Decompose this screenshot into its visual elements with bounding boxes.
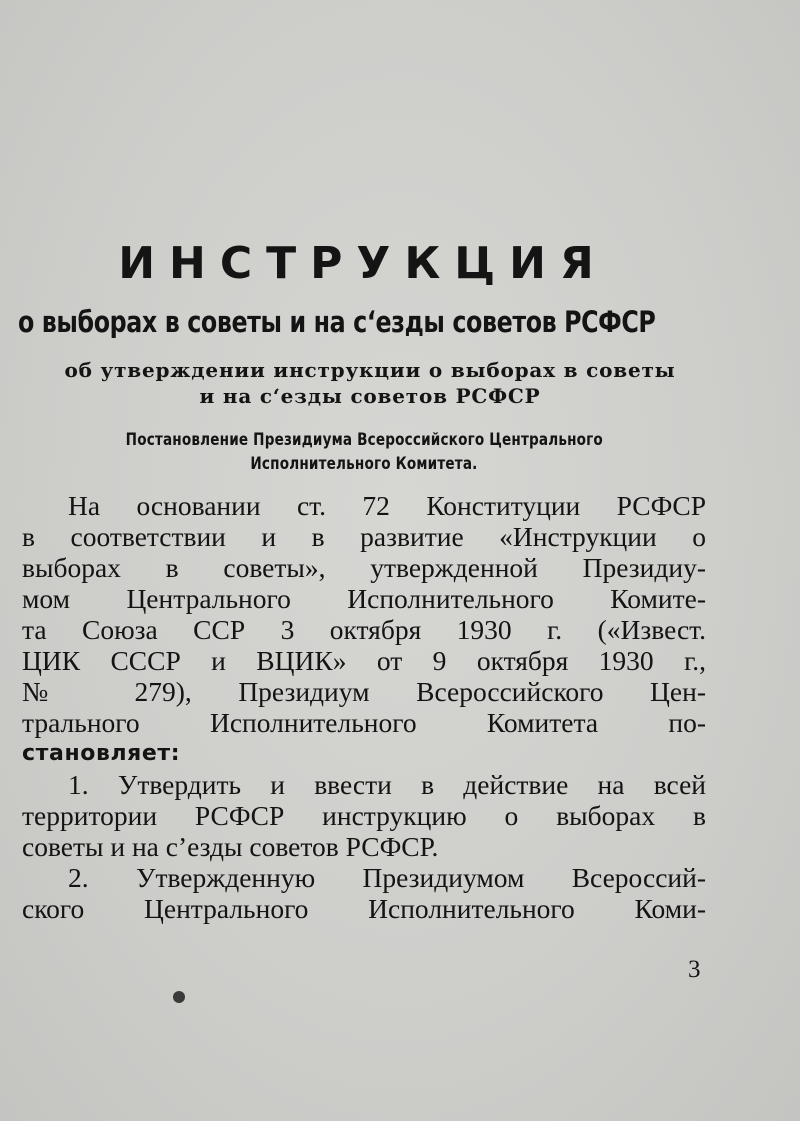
paragraph-2-line: ского Центрального Исполнительного Коми- [22, 893, 706, 924]
resolution-line-2: и на с‘езды советов РСФСР [199, 384, 541, 408]
body-line: в соответствии и в развитие «Инструкции о [22, 521, 706, 552]
decree-line-1: Постановление Президиума Всероссийского Центрального [125, 430, 603, 450]
body-bold-line: становляет: [22, 741, 181, 766]
body-line: мом Центрального Исполнительного Комите- [22, 583, 706, 614]
document-subtitle: о выборах в советы и на с‘езды советов РСФСР [18, 305, 656, 339]
body-line: На основании ст. 72 Конституции РСФСР [68, 490, 706, 521]
decree-heading [0, 428, 728, 476]
page-number: 3 [688, 956, 701, 983]
paragraph-1-line: 1. Утвердить и ввести в действие на всей [68, 769, 706, 800]
resolution-heading [0, 357, 740, 409]
paragraph-1-line: территории РСФСР инструкцию о выборах в [22, 800, 706, 831]
body-line: трального Исполнительного Комитета по- [22, 707, 706, 738]
ink-speck [173, 991, 185, 1003]
decree-line-2: Исполнительного Комитета. [250, 454, 478, 474]
body-line: выборах в советы», утвержденной Президиу- [22, 552, 706, 583]
paragraph-1-line: советы и на с’езды советов РСФСР. [22, 831, 439, 862]
paragraph-2-line: 2. Утвержденную Президиумом Всероссий- [68, 862, 706, 893]
resolution-line-1: об утверждении инструкции о выборах в советы [64, 358, 676, 382]
body-text [22, 490, 706, 924]
body-line: № 279), Президиум Всероссийского Цен- [22, 676, 706, 707]
body-line: та Союза ССР 3 октября 1930 г. («Извест. [22, 614, 706, 645]
document-title: ИНСТРУКЦИЯ [118, 238, 608, 289]
body-line: ЦИК СССР и ВЦИК» от 9 октября 1930 г., [22, 645, 706, 676]
